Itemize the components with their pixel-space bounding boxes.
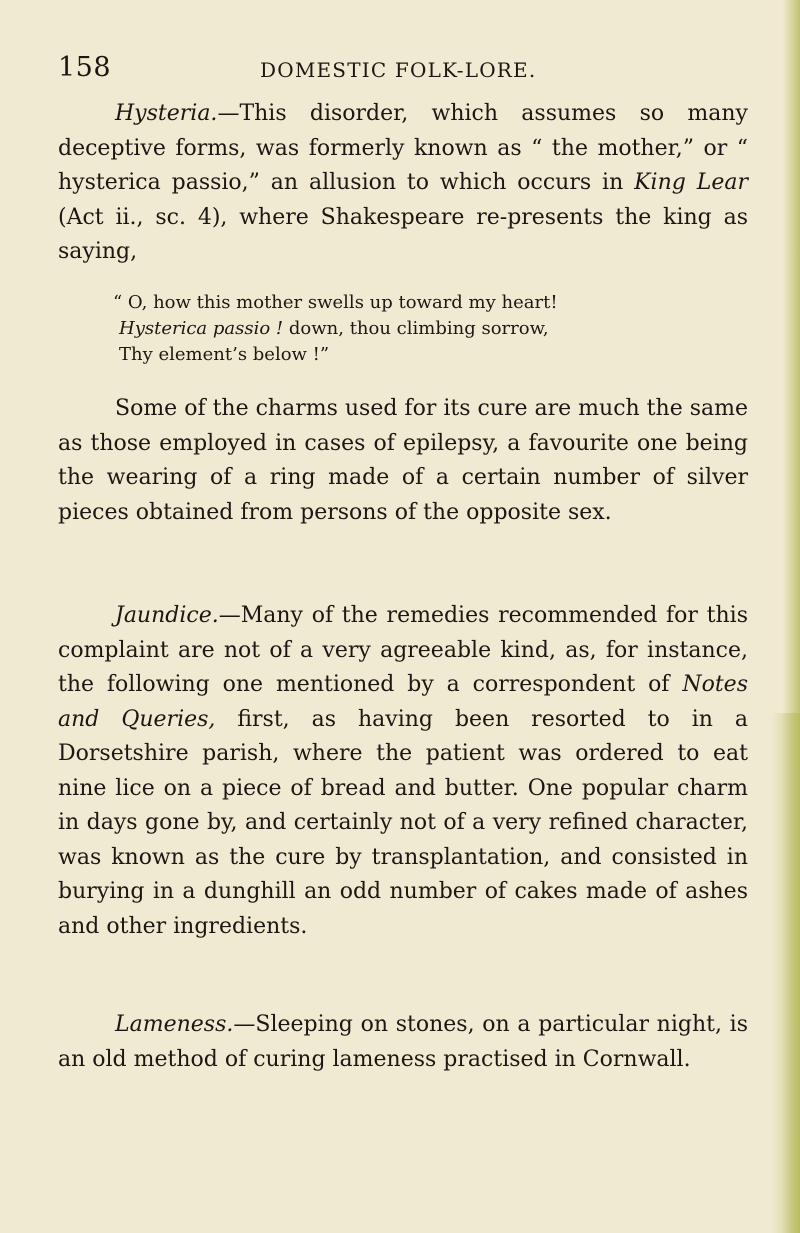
paragraph-lameness (58, 1008, 748, 1077)
paragraph-jaundice (58, 599, 748, 944)
verse-line-2-rest: down, thou climbing sorrow, (283, 318, 549, 339)
journal-title: Notes and Queries, (58, 672, 748, 732)
page-number: 158 (58, 52, 112, 83)
page-header (58, 52, 748, 92)
verse-line-2-italic: Hysterica passio ! (119, 318, 284, 339)
verse-line-2 (113, 316, 733, 342)
heading-jaundice: Jaundice. (115, 603, 219, 628)
verse-line-1: “ O, how this mother swells up toward my heart! (113, 292, 558, 313)
paragraph-charms: Some of the charms used for its cure are much the same as those employed in cases of epilepsy, a favourite one being the wearing of a ring made of a certain number of silver pieces obtained from persons of the opposite sex. (58, 396, 748, 525)
quoted-verse (113, 290, 733, 368)
lameness-text: —Sleeping on stones, on a particular night, is an old method of curing lameness practised in Cornwall. (58, 1012, 748, 1072)
page-corner-stain (770, 713, 800, 1233)
running-title: DOMESTIC FOLK-LORE. (260, 58, 537, 82)
jaundice-text-2: first, as having been resorted to in a Dorsetshire parish, where the patient was ordered to eat nine lice on a piece of bread and butter. One popular charm in days gone by, and certainly not of a very refined character, was known as the cure by transplantation, and consisted in burying in a dunghill an odd number of cakes made of ashes and other ingredients. (58, 706, 748, 939)
verse-line-3: Thy element’s below !” (119, 344, 330, 365)
hysteria-text-1: —This disorder, which assumes so many deceptive forms, was formerly known as “ the mother,” or “ hysterica passio,” an allusion to which occurs in (58, 101, 748, 195)
jaundice-text-1: —Many of the remedies recommended for this complaint are not of a very agreeable kind, as, for instance, the following one mentioned by a correspondent of (58, 603, 748, 697)
play-title: King Lear (634, 170, 748, 195)
heading-hysteria: Hysteria. (115, 101, 218, 126)
paragraph-hysteria (58, 97, 748, 270)
hysteria-text-2: (Act ii., sc. 4), where Shakespeare re-presents the king as saying, (58, 204, 748, 264)
heading-lameness: Lameness. (115, 1012, 234, 1037)
